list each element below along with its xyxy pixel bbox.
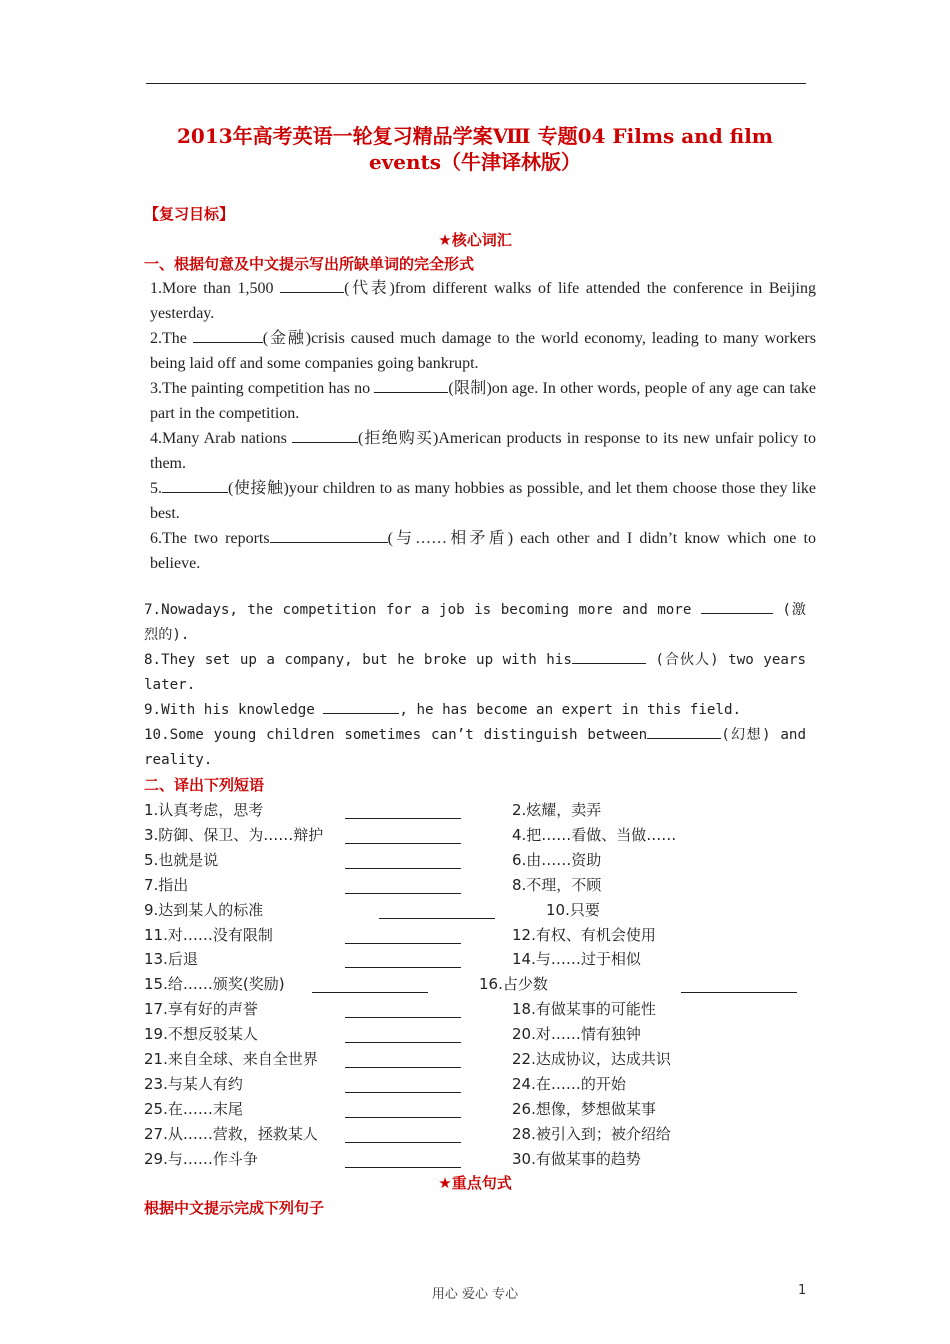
phrase-item: 2.炫耀，卖弄 bbox=[512, 801, 602, 819]
answer-line bbox=[345, 1142, 461, 1143]
phrase-item: 30.有做某事的趋势 bbox=[512, 1149, 641, 1168]
phrase-item: 21.来自全球、来自全世界 bbox=[144, 1050, 318, 1068]
phrase-item: 14.与……过于相似 bbox=[512, 950, 641, 969]
page-number: 1 bbox=[798, 1283, 807, 1298]
phrase-item: 28.被引入到；被介绍给 bbox=[512, 1124, 671, 1143]
phrase-item: 3.防御、保卫、为……辩护 bbox=[144, 825, 324, 844]
phrase-item: 10.只要 bbox=[546, 900, 600, 919]
doc-title-line1: 2013年高考英语一轮复习精品学案Ⅷ 专题04 Films and film bbox=[177, 124, 773, 148]
review-goal-heading: 【复习目标】 bbox=[144, 205, 235, 223]
exercise-item-9: 9.With his knowledge , he has become an expert in this field. bbox=[144, 698, 806, 723]
answer-blank bbox=[280, 278, 344, 293]
phrase-item: 27.从……营救，拯救某人 bbox=[144, 1124, 318, 1143]
phrase-item: 29.与……作斗争 bbox=[144, 1149, 258, 1168]
answer-line bbox=[345, 1117, 461, 1118]
answer-blank bbox=[647, 724, 721, 739]
answer-line bbox=[681, 992, 797, 993]
exercise-item-2: 2.The (金融)crisis caused much damage to the world economy, leading to many workers being laid off and some companies going bankrupt. bbox=[150, 330, 816, 372]
phrase-item: 20.对……情有独钟 bbox=[512, 1025, 641, 1044]
answer-line bbox=[345, 967, 461, 968]
exercise-item-5: 5. (使接触)your children to as many hobbies as possible, and let them choose those they like best. bbox=[150, 480, 816, 522]
answer-line bbox=[345, 1017, 461, 1018]
answer-line bbox=[345, 1067, 461, 1068]
answer-line bbox=[345, 843, 461, 844]
exercise-item-3: 3.The painting competition has no (限制)on age. In other words, people of any age can take part in the competition. bbox=[150, 380, 816, 422]
phrase-item: 11.对……没有限制 bbox=[144, 925, 273, 944]
key-sentences-heading: ★重点句式 bbox=[438, 1174, 512, 1192]
phrase-item: 9.达到某人的标准 bbox=[144, 900, 264, 919]
answer-line bbox=[312, 992, 428, 993]
answer-blank bbox=[572, 649, 646, 664]
phrase-item: 25.在……末尾 bbox=[144, 1099, 243, 1118]
section1-heading: 一、根据句意及中文提示写出所缺单词的完全形式 bbox=[144, 255, 475, 273]
exercise-item-8: 8.They set up a company, but he broke up with his (合伙人) two years later. bbox=[144, 648, 806, 698]
header-rule bbox=[146, 83, 806, 84]
answer-blank bbox=[270, 528, 388, 543]
answer-line bbox=[345, 868, 461, 869]
answer-line bbox=[345, 1167, 461, 1168]
phrase-item: 1.认真考虑，思考 bbox=[144, 801, 264, 819]
phrase-item: 18.有做某事的可能性 bbox=[512, 1000, 656, 1019]
phrase-item: 24.在……的开始 bbox=[512, 1074, 626, 1093]
phrase-item: 22.达成协议，达成共识 bbox=[512, 1050, 671, 1068]
exercise-item-4: 4.Many Arab nations (拒绝购买)American products in response to its new unfair policy to them. bbox=[150, 430, 816, 472]
answer-line bbox=[345, 818, 461, 819]
answer-line bbox=[345, 1042, 461, 1043]
phrase-item: 13.后退 bbox=[144, 950, 198, 969]
phrase-item: 5.也就是说 bbox=[144, 850, 219, 869]
answer-blank bbox=[323, 699, 399, 714]
phrase-item: 7.指出 bbox=[144, 875, 189, 894]
answer-blank bbox=[162, 478, 228, 493]
phrase-item: 26.想像，梦想做某事 bbox=[512, 1099, 656, 1118]
core-vocab-heading: ★核心词汇 bbox=[438, 231, 512, 249]
phrase-item: 19.不想反驳某人 bbox=[144, 1025, 258, 1044]
exercise-item-10: 10.Some young children sometimes can’t distinguish between (幻想) and reality. bbox=[144, 723, 806, 773]
typed-exercise-block bbox=[144, 598, 806, 773]
doc-title-line2: events（牛津译林版） bbox=[368, 150, 582, 174]
phrase-item: 23.与某人有约 bbox=[144, 1074, 243, 1093]
answer-line bbox=[345, 1092, 461, 1093]
answer-blank bbox=[292, 428, 358, 443]
phrase-item: 16.占少数 bbox=[479, 975, 548, 994]
scanned-exercise-block bbox=[150, 276, 816, 576]
answer-line bbox=[345, 893, 461, 894]
answer-blank bbox=[701, 599, 773, 614]
section3-heading: 根据中文提示完成下列句子 bbox=[144, 1199, 325, 1217]
exercise-item-7: 7.Nowadays, the competition for a job is becoming more and more (激烈的). bbox=[144, 598, 806, 648]
phrase-item: 4.把……看做、当做…… bbox=[512, 825, 677, 844]
answer-blank bbox=[374, 378, 448, 393]
phrase-item: 12.有权、有机会使用 bbox=[512, 925, 656, 944]
phrase-item: 17.享有好的声誉 bbox=[144, 1000, 258, 1019]
answer-line bbox=[345, 943, 461, 944]
page-footer: 用心 爱心 专心 bbox=[431, 1287, 519, 1302]
answer-line bbox=[379, 918, 495, 919]
answer-blank bbox=[193, 328, 263, 343]
phrase-item: 8.不理，不顾 bbox=[512, 875, 602, 894]
section2-heading: 二、译出下列短语 bbox=[144, 776, 265, 794]
exercise-item-1: 1.More than 1,500 (代表)from different walks of life attended the conference in Beijing yesterday. bbox=[150, 280, 816, 322]
phrase-item: 6.由……资助 bbox=[512, 850, 602, 869]
exercise-item-6: 6.The two reports (与……相矛盾) each other and I didn’t know which one to believe. bbox=[150, 530, 816, 572]
phrase-item: 15.给……颁奖(奖励) bbox=[144, 975, 285, 994]
